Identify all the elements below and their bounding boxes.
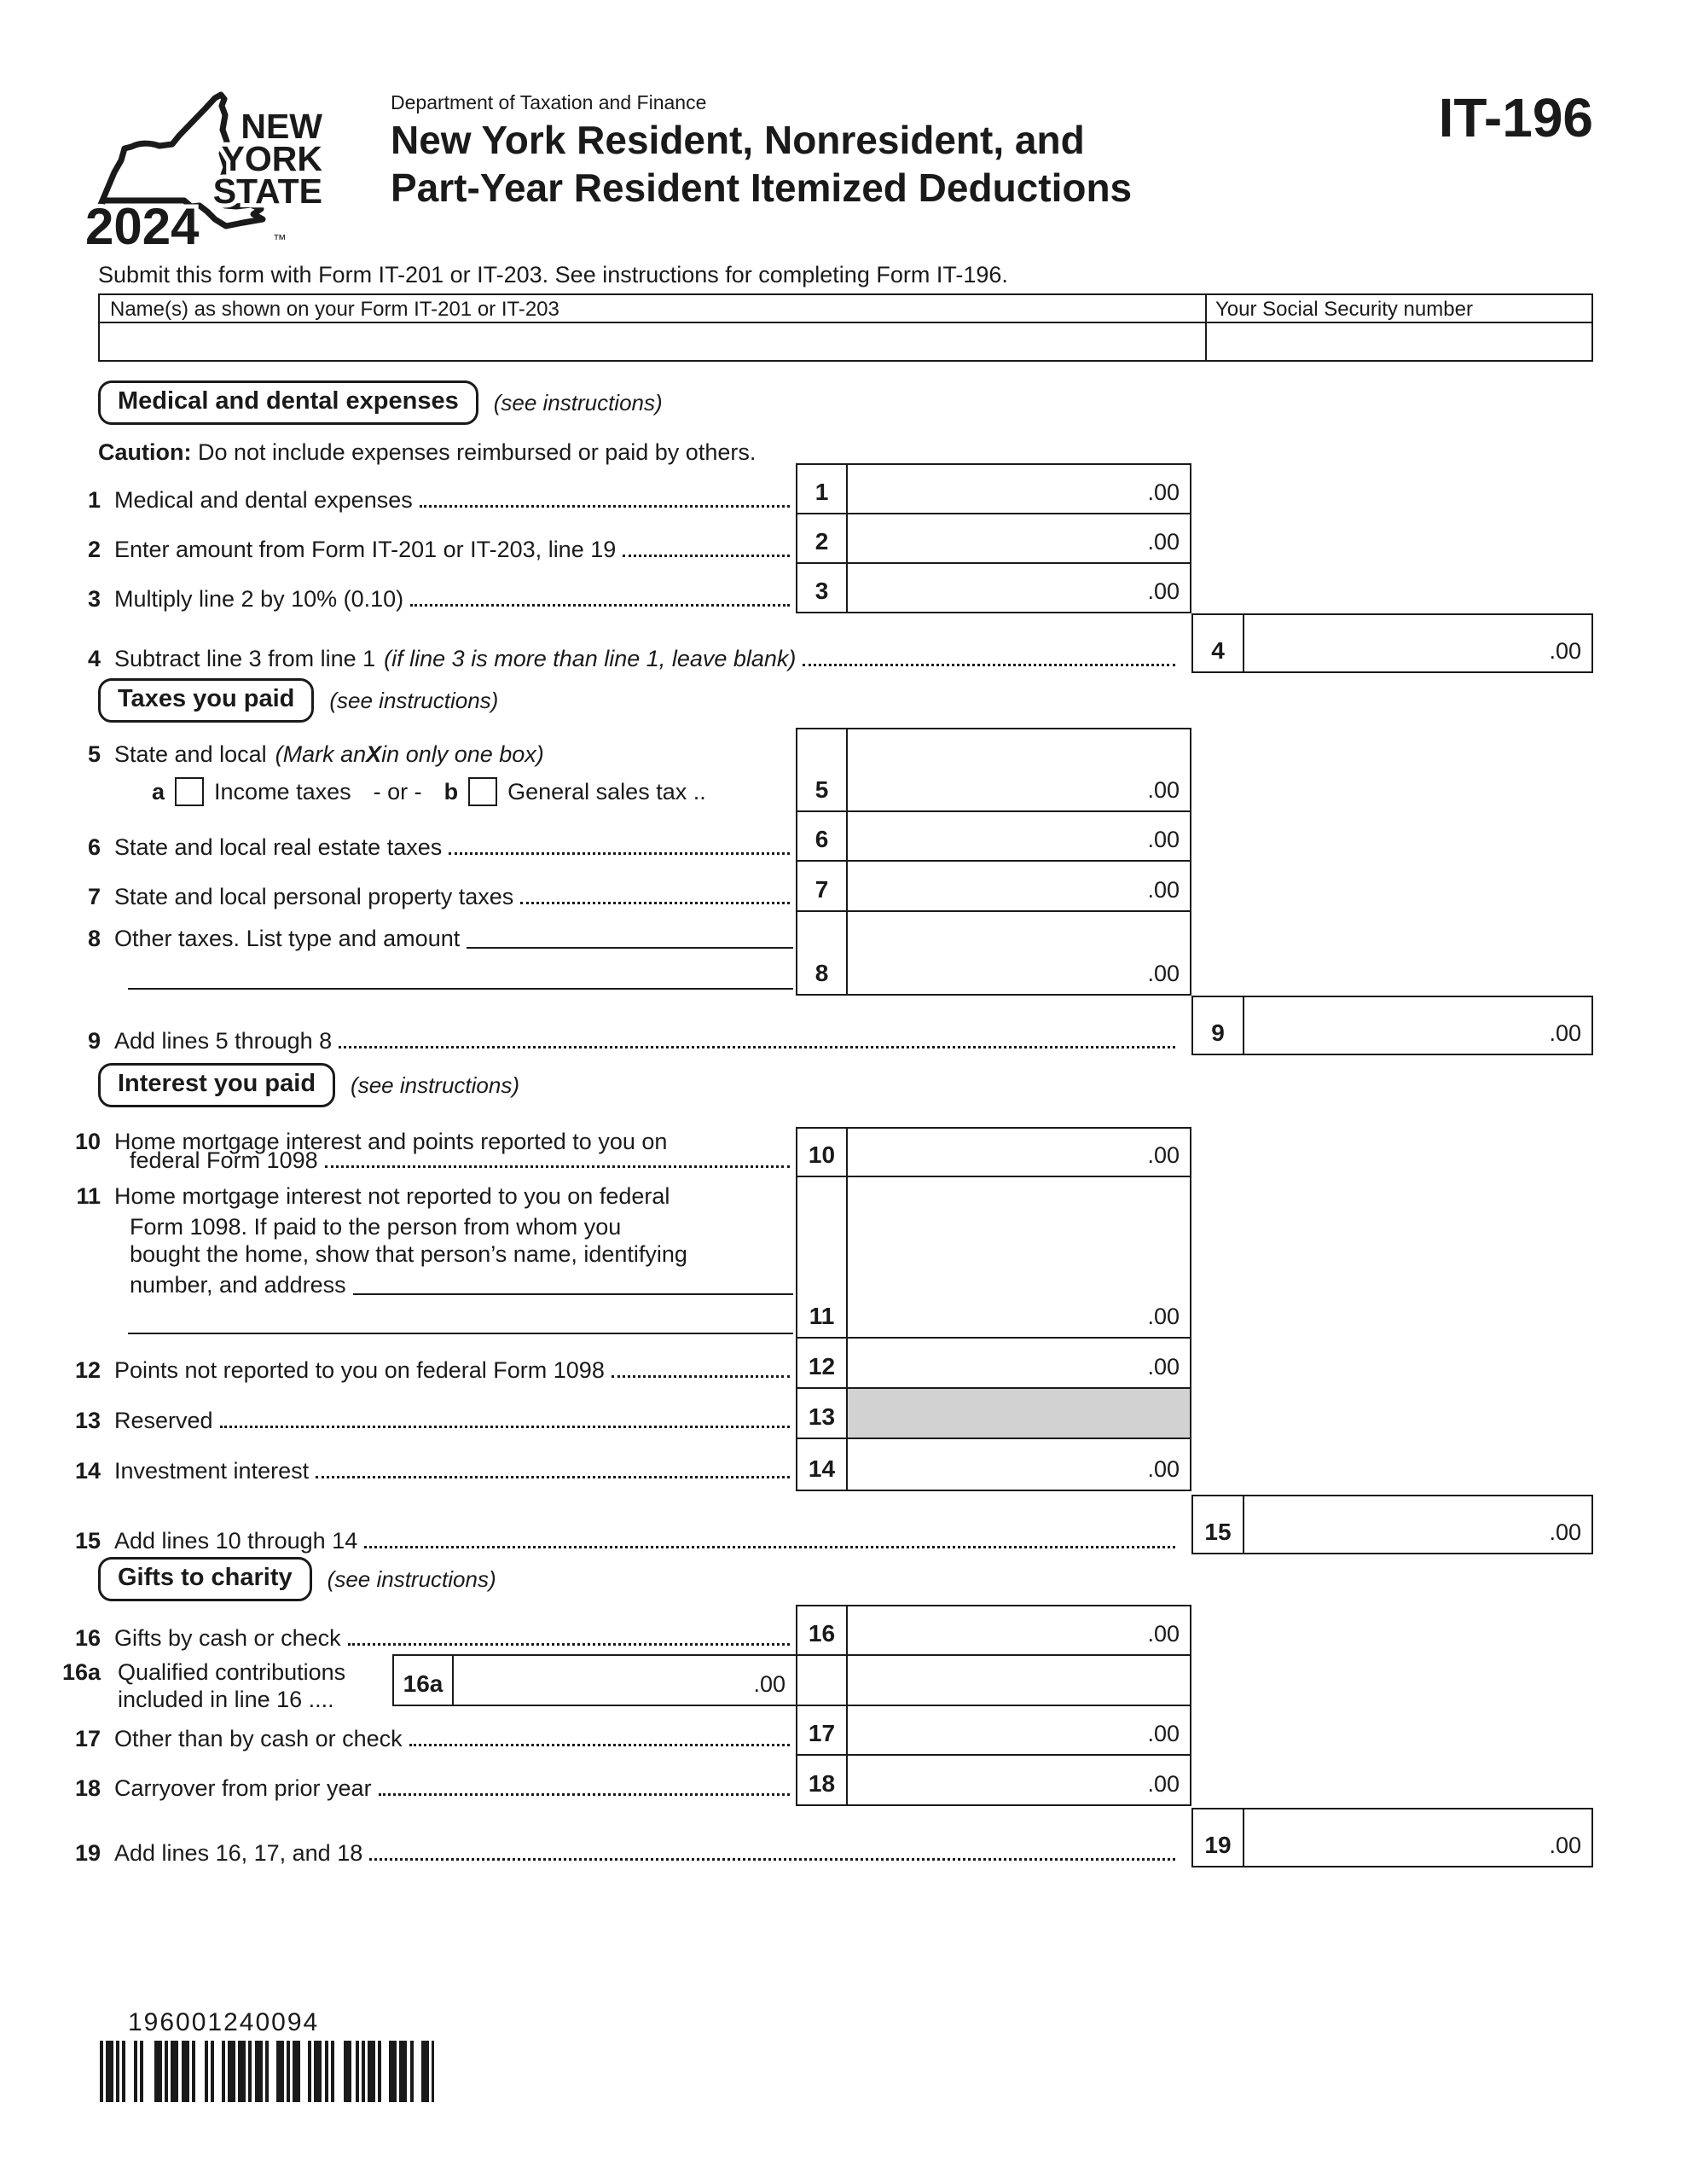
column-divider [1205,295,1207,360]
line-17-label: 17 Other than by cash or check [60,1716,793,1752]
line-9-amount[interactable] [1244,997,1591,1054]
line-15-amount[interactable] [1244,1496,1591,1553]
name-label: Name(s) as shown on your Form IT-201 or IT-203 [110,298,559,321]
dotted-leader [803,664,1175,666]
cents-suffix: .00 [1147,1771,1180,1797]
line-10-amount[interactable] [848,1129,1190,1176]
option-b-letter: b [443,778,459,804]
cents-suffix: .00 [1147,1621,1180,1647]
cents-suffix: .00 [1147,777,1180,803]
line-3-label: 3 Multiply line 2 by 10% (0.10) [60,575,793,613]
line-7-amount[interactable] [848,862,1190,910]
ssn-input[interactable] [1208,323,1591,359]
section-header-medical [98,380,663,425]
line-1-label: 1 Medical and dental expenses [60,476,793,514]
line-2-box-number: 2 [797,514,848,562]
line-8-amount[interactable] [848,912,1190,994]
caution-word: Caution: [98,439,192,465]
cents-suffix: .00 [1549,638,1581,664]
line-9-box [1191,996,1593,1055]
line-17-box-number: 17 [797,1706,848,1754]
cents-suffix: .00 [1549,1519,1581,1545]
line-16a-label1: Qualified contributions [118,1659,346,1685]
line-2-box [796,513,1191,564]
line-19-box [1191,1808,1593,1867]
line-14-box-number: 14 [797,1439,848,1490]
line-16a-amount[interactable] [454,1656,796,1705]
line-3-box-number: 3 [797,564,848,612]
section-title-taxes: Taxes you paid [98,678,314,723]
line-7-box-number: 7 [797,862,848,910]
dotted-leader [379,1793,790,1796]
line-11-label: 11 Home mortgage interest not reported to you on federal [76,1183,670,1209]
form-title-line2: Part-Year Resident Itemized Deductions [391,166,1133,210]
submit-note: Submit this form with Form IT-201 or IT-203. See instructions for completing Form IT-196. [98,262,1008,288]
line-19-label: 19 Add lines 16, 17, and 18 [60,1829,1179,1867]
line-12-amount[interactable] [848,1339,1190,1387]
section-title-interest: Interest you paid [98,1063,335,1107]
dotted-leader [410,604,790,607]
logo-text-new: NEW [241,107,322,146]
department-line: Department of Taxation and Finance [391,91,707,113]
line-8-label: 8 Other taxes. List type and amount [60,918,793,952]
see-instructions-note: (see instructions) [329,687,499,713]
line-16a-label2: included in line 16 .... [118,1687,334,1712]
line-5-checkbox-row [152,772,793,811]
cents-suffix: .00 [1147,529,1180,555]
spacer-number-cell [797,1656,848,1705]
barcode-number: 196001240094 [128,2008,320,2036]
line-19-amount[interactable] [1244,1809,1591,1866]
line-11-box [796,1176,1191,1339]
line-19-box-number: 19 [1193,1809,1244,1866]
caution-text: Do not include expenses reimbursed or paid by others. [191,439,757,465]
line-16a-box [392,1654,797,1706]
see-instructions-note: (see instructions) [327,1565,496,1592]
line-18-amount[interactable] [848,1756,1190,1804]
income-taxes-label: Income taxes [214,778,351,804]
line-5-box-number: 5 [797,729,848,810]
line-9-label: 9 Add lines 5 through 8 [60,1017,1179,1054]
line-7-box [796,860,1191,912]
taxpayer-info-table [98,293,1593,362]
dotted-leader [316,1476,790,1478]
form-number: IT-196 [1438,87,1593,148]
line-4-label: 4 Subtract line 3 from line 1 (if line 3 is more than line 1, leave blank) [60,635,1179,672]
cents-suffix: .00 [1147,1456,1180,1482]
line-8-box [796,910,1191,996]
line-3-box [796,562,1191,613]
line-15-box [1191,1495,1593,1554]
cents-suffix: .00 [753,1671,786,1697]
line-16a-number: 16a [61,1659,101,1685]
line-15-box-number: 15 [1193,1496,1244,1553]
dotted-leader [612,1375,790,1378]
caution-note [98,439,756,468]
cents-suffix: .00 [1147,1354,1180,1380]
logo-text-state: STATE [212,171,322,211]
line-11-label-cont4: number, and address [130,1264,793,1298]
line-2-amount[interactable] [848,514,1190,562]
dotted-leader [364,1546,1175,1548]
logo-year: 2024 [85,198,200,252]
general-sales-tax-label: General sales tax .. [507,778,706,804]
line-5-amount[interactable] [848,729,1190,810]
line-1-box-number: 1 [797,465,848,513]
line-10-label: 10 Home mortgage interest and points reported to you on [74,1129,668,1154]
line-16-box-number: 16 [797,1606,848,1654]
line-18-box-number: 18 [797,1756,848,1804]
cents-suffix: .00 [1147,877,1180,903]
line-1-box [796,463,1191,514]
line-4-box [1191,613,1593,673]
cents-suffix: .00 [1147,961,1180,986]
line-16a-box-number: 16a [394,1656,454,1705]
line-16-label: 16 Gifts by cash or check [60,1616,793,1652]
barcode-icon [100,2041,434,2102]
line-8-box-number: 8 [797,912,848,994]
line-14-amount[interactable] [848,1439,1190,1490]
line-11-label-cont2: Form 1098. If paid to the person from whom you [130,1214,622,1240]
general-sales-tax-checkbox[interactable] [468,777,497,806]
line-16a-spacer-box [796,1654,1191,1706]
cents-suffix: .00 [1147,1721,1180,1746]
dotted-leader [325,1165,790,1168]
line-7-label: 7 State and local personal property taxes [60,874,793,910]
line-6-box [796,810,1191,862]
section-title-gifts: Gifts to charity [98,1557,312,1601]
line-14-label: 14 Investment interest [60,1449,793,1484]
cents-suffix: .00 [1147,1304,1180,1329]
trademark-symbol: ™ [273,233,287,247]
line-10-label-cont: federal Form 1098 [130,1141,793,1174]
dotted-leader [339,1046,1175,1048]
name-input[interactable] [100,323,1203,359]
line-16-box [796,1605,1191,1656]
dotted-leader [220,1426,790,1428]
line-5-box [796,728,1191,812]
line-18-label: 18 Carryover from prior year [60,1766,793,1802]
line-10-box [796,1127,1191,1177]
line-13-label: 13 Reserved [60,1398,793,1434]
form-title-line1: New York Resident, Nonresident, and [391,118,1085,162]
section-title-medical: Medical and dental expenses [98,380,478,425]
dotted-leader [520,902,790,904]
see-instructions-note: (see instructions) [493,389,663,415]
line-2-label: 2 Enter amount from Form IT-201 or IT-203, line 19 [60,526,793,563]
cents-suffix: .00 [1549,1020,1581,1046]
cents-suffix: .00 [1549,1833,1581,1858]
or-separator: - or - [373,778,422,804]
dotted-leader [420,505,790,508]
nys-logo [75,77,358,252]
line-6-box-number: 6 [797,812,848,860]
payee-write-in-line[interactable] [128,1298,793,1334]
payee-address-line[interactable] [353,1293,793,1295]
line-11-amount[interactable] [848,1177,1190,1337]
line-15-label: 15 Add lines 10 through 14 [60,1517,1179,1554]
logo-text-york: YORK [221,139,322,178]
line-11-label-cont3: bought the home, show that person’s name, identifying [130,1241,687,1267]
line-5-label: 5 State and local (Mark an X in only one box) [87,741,544,767]
dotted-leader [369,1858,1175,1861]
line-4-box-number: 4 [1193,615,1244,671]
spacer-amount-cell [848,1656,1190,1705]
line-14-box [796,1438,1191,1491]
option-a-letter: a [152,778,165,804]
line-17-amount[interactable] [848,1706,1190,1754]
line-18-box [796,1754,1191,1806]
line-9-box-number: 9 [1193,997,1244,1054]
line-12-box [796,1337,1191,1389]
income-taxes-checkbox[interactable] [175,777,204,806]
line-10-box-number: 10 [797,1129,848,1176]
line-12-label: 12 Points not reported to you on federal Form 1098 [60,1348,793,1384]
ssn-label: Your Social Security number [1215,298,1473,321]
line-1-amount[interactable] [848,465,1190,513]
line-6-label: 6 State and local real estate taxes [60,825,793,861]
section-header-taxes [98,678,498,723]
cents-suffix: .00 [1147,827,1180,852]
dotted-leader [348,1643,790,1646]
section-header-gifts [98,1557,496,1601]
line-17-box [796,1705,1191,1756]
cents-suffix: .00 [1147,578,1180,604]
cents-suffix: .00 [1147,479,1180,505]
dotted-leader [449,852,790,855]
line-13-box [796,1387,1191,1439]
dotted-leader [409,1744,790,1746]
section-header-interest [98,1063,519,1107]
other-taxes-type-line[interactable] [467,947,793,949]
line-16-amount[interactable] [848,1606,1190,1654]
line-12-box-number: 12 [797,1339,848,1387]
line-6-amount[interactable] [848,812,1190,860]
line-13-reserved-cell [848,1389,1190,1438]
other-taxes-write-in-line[interactable] [128,952,793,990]
cents-suffix: .00 [1147,1142,1180,1168]
line-3-amount[interactable] [848,564,1190,612]
line-13-box-number: 13 [797,1389,848,1438]
see-instructions-note: (see instructions) [351,1072,520,1098]
dotted-leader [623,555,790,557]
line-11-box-number: 11 [797,1177,848,1337]
line-4-amount[interactable] [1244,615,1591,671]
